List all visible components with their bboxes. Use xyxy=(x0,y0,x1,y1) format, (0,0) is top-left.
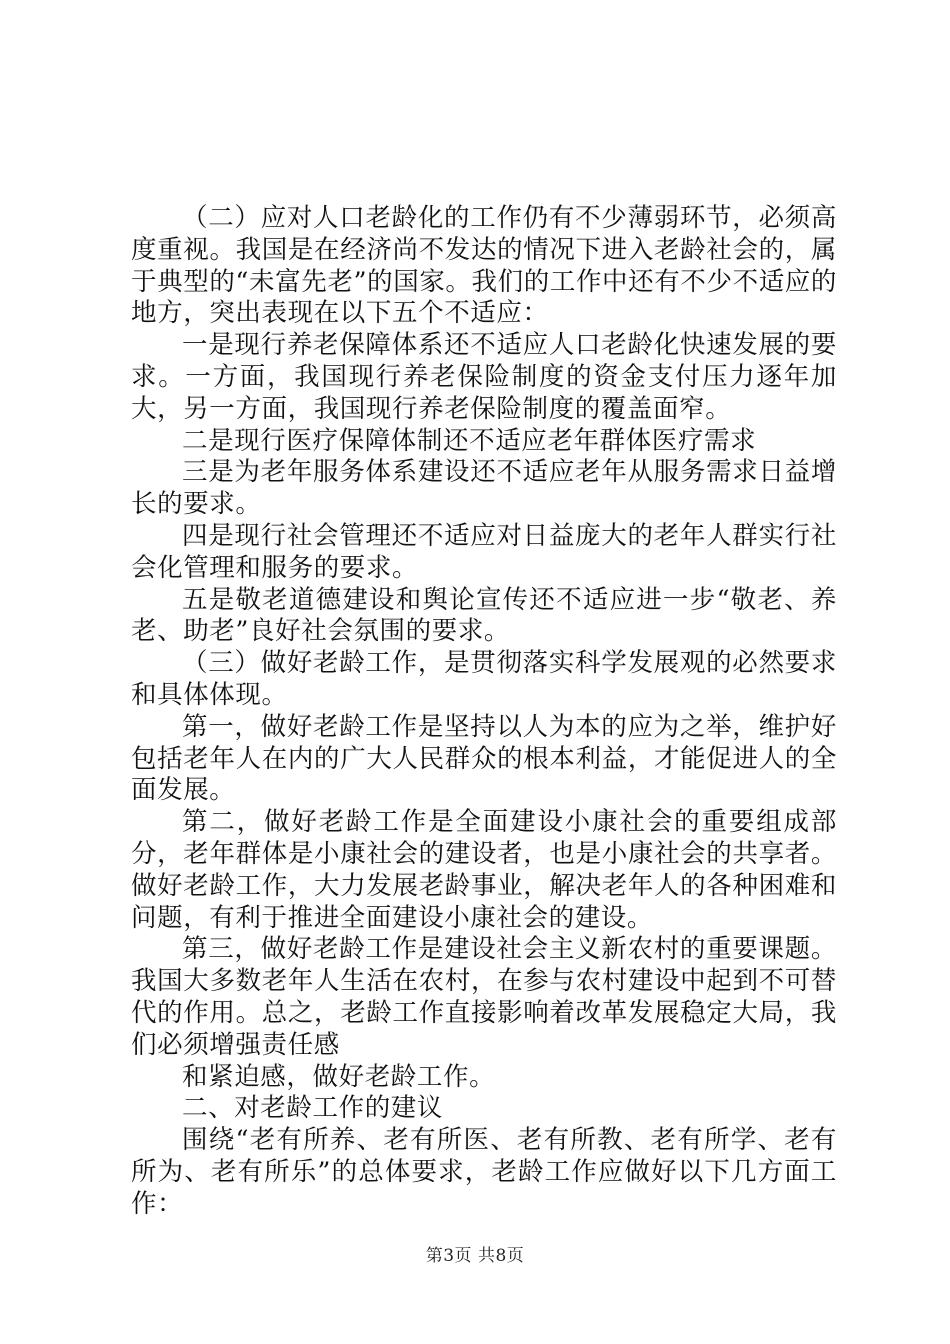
paragraph-third: 第三，做好老龄工作是建设社会主义新农村的重要课题。我国大多数老年人生活在农村，在参与农村建设中起到不可替代的作用。总之，老龄工作直接影响着改革发展稳定大局，我们必须增强责任感 xyxy=(131,934,837,1060)
page-number: 第3页 共8页 xyxy=(425,1246,525,1266)
paragraph-point-3: 三是为老年服务体系建设还不适应老年从服务需求日益增长的要求。 xyxy=(131,457,837,520)
document-body xyxy=(131,203,837,1221)
paragraph-first: 第一，做好老龄工作是坚持以人为本的应为之举，维护好包括老年人在内的广大人民群众的根本利益，才能促进人的全面发展。 xyxy=(131,711,837,806)
paragraph-point-1: 一是现行养老保障体系还不适应人口老龄化快速发展的要求。一方面，我国现行养老保险制度的资金支付压力逐年加大，另一方面，我国现行养老保险制度的覆盖面窄。 xyxy=(131,330,837,424)
paragraph-suggestions-intro: 围绕“老有所养、老有所医、老有所教、老有所学、老有所为、老有所乐”的总体要求，老龄工作应做好以下几方面工作： xyxy=(131,1125,837,1219)
paragraph-continuation: 和紧迫感，做好老龄工作。 xyxy=(182,1061,496,1092)
heading-suggestions: 二、对老龄工作的建议 xyxy=(182,1093,444,1124)
paragraph-second: 第二，做好老龄工作是全面建设小康社会的重要组成部分，老年群体是小康社会的建设者，也是小康社会的共享者。做好老龄工作，大力发展老龄事业，解决老年人的各种困难和问题，有利于推进全面建设小康社会的建设。 xyxy=(131,807,837,933)
paragraph-section-2: （二）应对人口老龄化的工作仍有不少薄弱环节，必须高度重视。我国是在经济尚不发达的情况下进入老龄社会的，属于典型的“未富先老”的国家。我们的工作中还有不少不适应的地方，突出表现在以下五个不适应： xyxy=(131,203,837,329)
paragraph-point-5: 五是敬老道德建设和舆论宣传还不适应进一步“敬老、养老、助老”良好社会氛围的要求。 xyxy=(131,584,837,647)
paragraph-section-3: （三）做好老龄工作，是贯彻落实科学发展观的必然要求和具体体现。 xyxy=(131,648,837,710)
paragraph-point-2: 二是现行医疗保障体制还不适应老年群体医疗需求 xyxy=(182,425,757,456)
paragraph-point-4: 四是现行社会管理还不适应对日益庞大的老年人群实行社会化管理和服务的要求。 xyxy=(131,520,837,583)
page-footer xyxy=(0,1245,950,1267)
